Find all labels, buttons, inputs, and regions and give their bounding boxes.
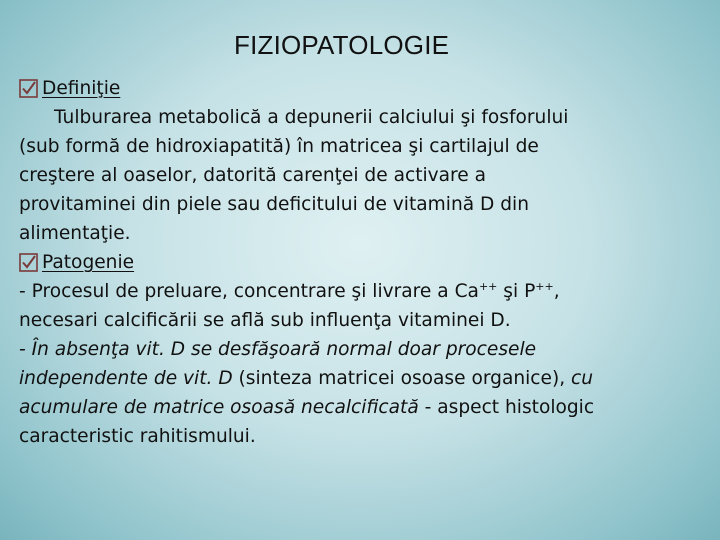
patogenie-text: , bbox=[553, 281, 560, 302]
patogenie-text: şi P bbox=[497, 281, 536, 302]
patogenie-text: cu bbox=[571, 368, 594, 389]
patogenie-text: - Procesul de preluare, concentrare şi livrare a Ca bbox=[19, 281, 479, 302]
patogenie-line bbox=[19, 277, 711, 306]
superscript: ++ bbox=[535, 280, 554, 293]
patogenie-heading-label: Patogenie bbox=[42, 252, 135, 273]
patogenie-line: necesari calcificării se află sub influenţa vitaminei D. bbox=[19, 310, 511, 331]
patogenie-text: acumulare de matrice osoasă necalcificată bbox=[19, 397, 419, 418]
patogenie-text: (sinteza matricei osoase organice), bbox=[232, 368, 572, 389]
superscript: ++ bbox=[478, 280, 498, 293]
definitie-line: provitaminei din piele sau deficitului de vitamină D din bbox=[19, 194, 530, 215]
patogenie-text: independente de vit. D bbox=[19, 368, 233, 389]
patogenie-text: - aspect histologic bbox=[418, 397, 595, 418]
patogenie-line bbox=[19, 364, 711, 393]
definitie-heading bbox=[19, 74, 711, 103]
definitie-line: alimentaţie. bbox=[19, 223, 131, 244]
slide-title: FIZIOPATOLOGIE bbox=[234, 30, 450, 60]
checked-box-icon bbox=[19, 79, 38, 98]
patogenie-line: - În absenţa vit. D se desfăşoară normal doar procesele bbox=[19, 339, 537, 360]
slide-body bbox=[19, 74, 711, 451]
definitie-line: (sub formă de hidroxiapatită) în matricea şi cartilajul de bbox=[19, 136, 539, 157]
patogenie-line bbox=[19, 393, 711, 422]
definitie-line: Tulburarea metabolică a depunerii calciului şi fosforului bbox=[54, 107, 569, 128]
patogenie-line: caracteristic rahitismului. bbox=[19, 426, 256, 447]
definitie-heading-label: Definiţie bbox=[42, 78, 121, 99]
checked-box-icon bbox=[19, 253, 38, 272]
definitie-line: creştere al oaselor, datorită carenţei de activare a bbox=[19, 165, 487, 186]
patogenie-heading bbox=[19, 248, 711, 277]
